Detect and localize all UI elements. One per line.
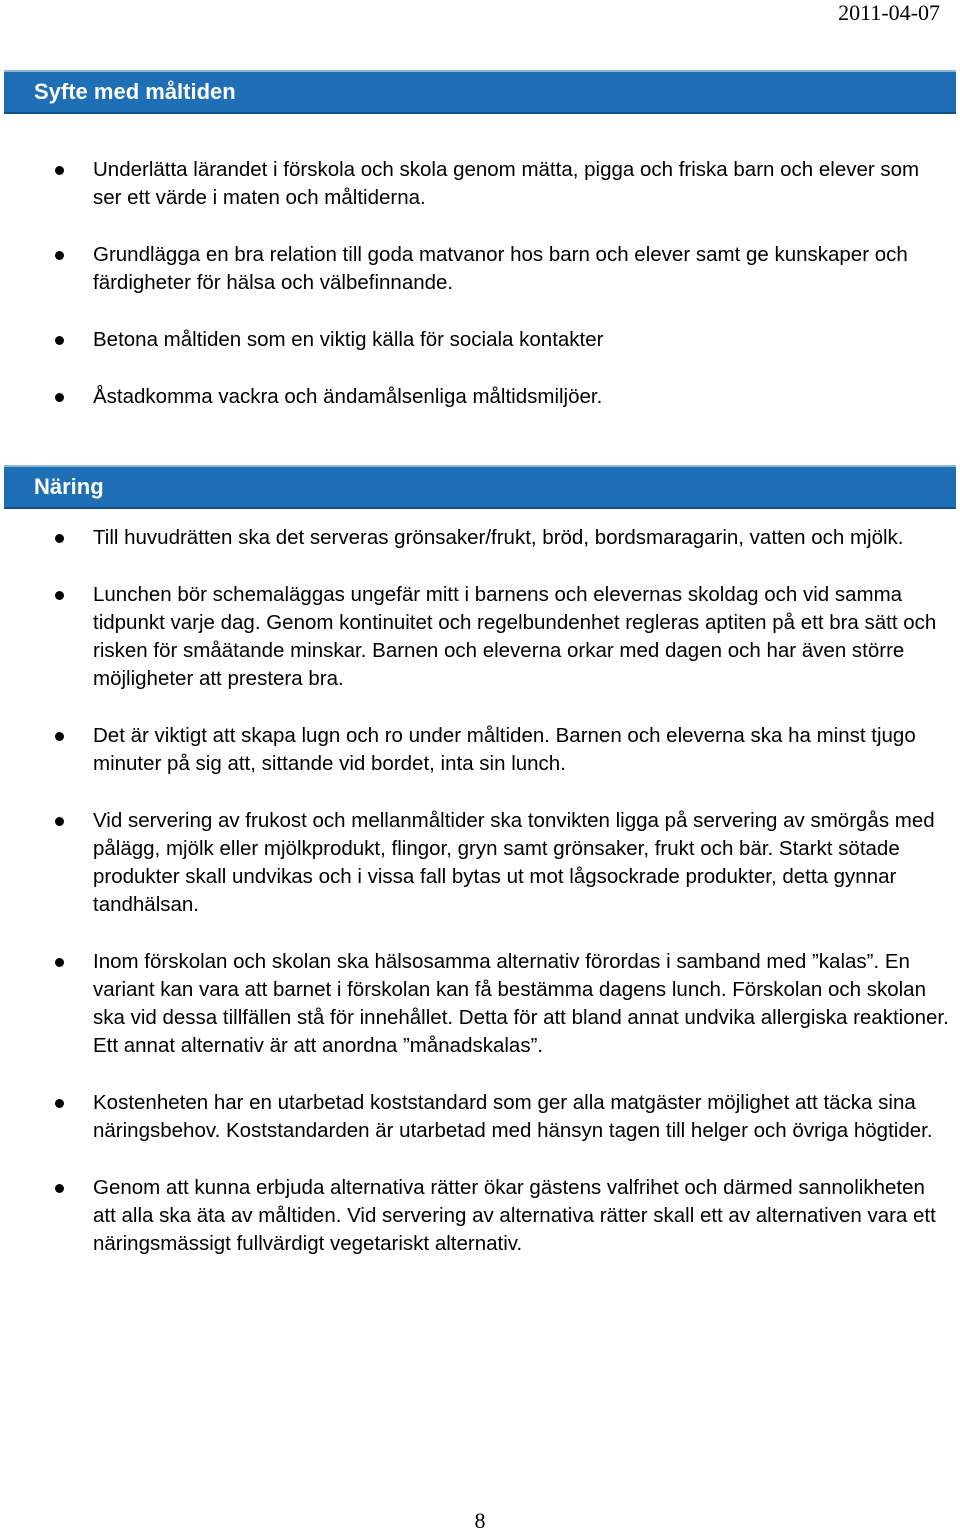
document-date: 2011-04-07: [838, 0, 940, 25]
list-item: Vid servering av frukost och mellanmåltider ska tonvikten ligga på servering av smörgås med pålägg, mjölk eller mjölkprodukt, flingor, gryn samt grönsaker, frukt och bär. Starkt sötade produkter skall undvikas och i vissa fall bytas ut mot lågsockrade produkter, detta gynnar tandhälsan.: [0, 807, 953, 919]
bullet-icon: [55, 1184, 64, 1193]
list-item: Genom att kunna erbjuda alternativa rätter ökar gästens valfrihet och därmed sannolikheten att alla ska äta av måltiden. Vid servering av alternativa rätter skall ett av alternativen vara ett näringsmässigt fullvärdigt vegetariskt alternativ.: [0, 1174, 953, 1258]
list-item: Grundlägga en bra relation till goda matvanor hos barn och elever samt ge kunskaper och färdigheter för hälsa och välbefinnande.: [0, 241, 953, 297]
section-heading-naring: Näring: [4, 465, 956, 509]
list-item: Lunchen bör schemaläggas ungefär mitt i barnens och elevernas skoldag och vid samma tidpunkt varje dag. Genom kontinuitet och regelbundenhet regleras aptiten på ett bra sätt och risken för småätande minskar. Barnen och eleverna orkar med dagen och har även större möjligheter att prestera bra.: [0, 581, 953, 693]
list-item: Underlätta lärandet i förskola och skola genom mätta, pigga och friska barn och elever som ser ett värde i maten och måltiderna.: [0, 156, 953, 212]
list-item: Åstadkomma vackra och ändamålsenliga måltidsmiljöer.: [0, 383, 953, 411]
section-heading-syfte: Syfte med måltiden: [4, 70, 956, 114]
list-item: Till huvudrätten ska det serveras grönsaker/frukt, bröd, bordsmaragarin, vatten och mjölk.: [0, 524, 953, 552]
bullet-icon: [55, 732, 64, 741]
list-item: Kostenheten har en utarbetad koststandard som ger alla matgäster möjlighet att täcka sina näringsbehov. Koststandarden är utarbetad med hänsyn tagen till helger och övriga högtider.: [0, 1089, 953, 1145]
list-item: Betona måltiden som en viktig källa för sociala kontakter: [0, 326, 953, 354]
bullet-icon: [55, 166, 64, 175]
bullet-icon: [55, 1099, 64, 1108]
bullet-icon: [55, 534, 64, 543]
list-item: Inom förskolan och skolan ska hälsosamma alternativ förordas i samband med ”kalas”. En variant kan vara att barnet i förskolan kan få bestämma dagens lunch. Förskolan och skolan ska vid dessa tillfällen stå för innehållet. Detta för att bland annat undvika allergiska reaktioner. Ett annat alternativ är att anordna ”månadskalas”.: [0, 948, 953, 1060]
bullet-icon: [55, 958, 64, 967]
bullet-list-naring: [0, 524, 953, 1258]
list-item: Det är viktigt att skapa lugn och ro under måltiden. Barnen och eleverna ska ha minst tjugo minuter på sig att, sittande vid bordet, inta sin lunch.: [0, 722, 953, 778]
bullet-icon: [55, 817, 64, 826]
bullet-icon: [55, 336, 64, 345]
bullet-icon: [55, 251, 64, 260]
bullet-icon: [55, 591, 64, 600]
bullet-icon: [55, 393, 64, 402]
page-number: 8: [474, 1508, 486, 1533]
bullet-list-syfte: [0, 156, 953, 411]
